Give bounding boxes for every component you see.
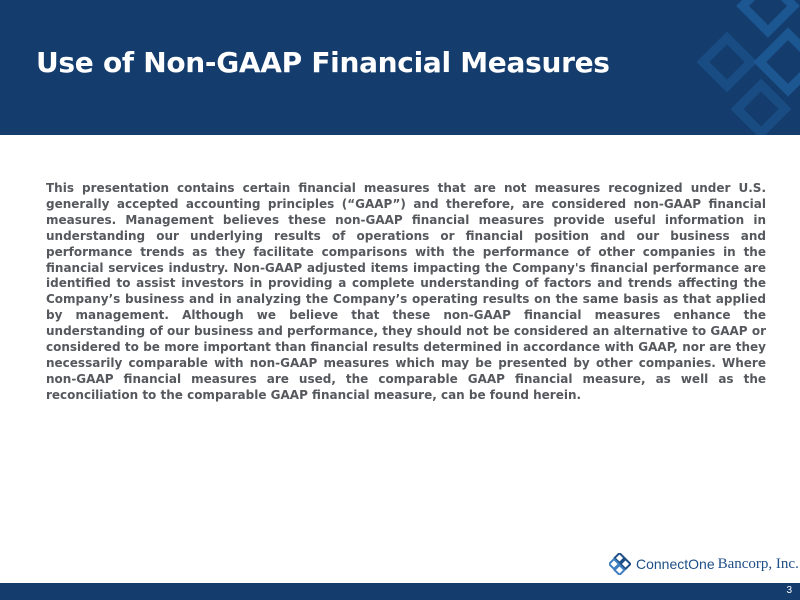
- page-title: Use of Non-GAAP Financial Measures: [36, 46, 610, 79]
- disclaimer-paragraph: This presentation contains certain financial measures that are not measures recognized under U.S. generally accepted accounting principles (“GAAP”) and therefore, are considered non-GAAP financial measures. Management believes these non-GAAP financial measures provide useful information in understanding our underlying results of operations or financial position and our business and performance trends as they facilitate comparisons with the performance of other companies in the financial services industry. Non-GAAP adjusted items impacting the Company's financial performance are identified to assist investors in providing a complete understanding of factors and trends affecting the Company’s business and in analyzing the Company’s operating results on the same basis as that applied by management. Although we believe that these non-GAAP financial measures enhance the understanding of our business and performance, they should not be considered an alternative to GAAP or considered to be more important than financial results determined in accordance with GAAP, nor are they necessarily comparable with non-GAAP measures which may be presented by other companies. Where non-GAAP financial measures are used, the comparable GAAP financial measure, as well as the reconciliation to the comparable GAAP financial measure, can be found herein.: [46, 181, 766, 402]
- company-logo: [609, 551, 799, 577]
- logo-name: ConnectOne: [636, 556, 715, 572]
- logo-suffix: Bancorp, Inc.: [717, 555, 799, 572]
- diamond-pattern-icon: [660, 0, 800, 135]
- footer-bar: [0, 583, 800, 600]
- page-number: 3: [786, 585, 792, 596]
- header-banner: [0, 0, 800, 135]
- connectone-logo-icon: [609, 553, 631, 575]
